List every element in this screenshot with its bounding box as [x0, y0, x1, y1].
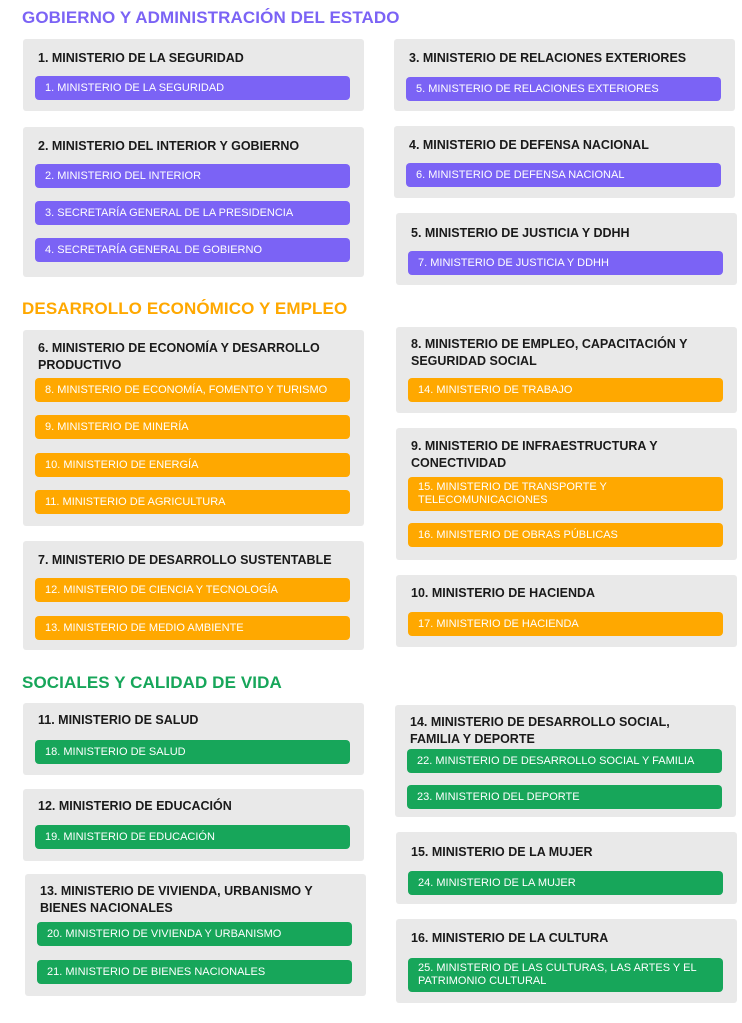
ministry-card-title: 8. MINISTERIO DE EMPLEO, CAPACITACIÓN Y SEGURIDAD SOCIAL [411, 337, 688, 368]
ministry-card-16 [396, 919, 737, 1003]
section-title-sociales: SOCIALES Y CALIDAD DE VIDA [22, 673, 282, 692]
ministry-item: 22. MINISTERIO DE DESARROLLO SOCIAL Y FAMILIA [407, 749, 722, 773]
ministry-item: 17. MINISTERIO DE HACIENDA [408, 612, 723, 636]
ministry-item: 2. MINISTERIO DEL INTERIOR [35, 164, 350, 188]
ministry-item: 15. MINISTERIO DE TRANSPORTE Y TELECOMUNICACIONES [408, 477, 723, 511]
ministry-card-title: 9. MINISTERIO DE INFRAESTRUCTURA Y CONECTIVIDAD [411, 439, 658, 470]
section-title-desarrollo: DESARROLLO ECONÓMICO Y EMPLEO [22, 299, 348, 318]
ministry-item: 21. MINISTERIO DE BIENES NACIONALES [37, 960, 352, 984]
ministry-card-6 [23, 330, 364, 526]
ministry-card-15 [396, 832, 737, 904]
ministry-item: 1. MINISTERIO DE LA SEGURIDAD [35, 76, 350, 100]
ministry-card-title: 5. MINISTERIO DE JUSTICIA Y DDHH [411, 226, 630, 240]
ministry-card-title: 10. MINISTERIO DE HACIENDA [411, 586, 596, 600]
ministry-item: 5. MINISTERIO DE RELACIONES EXTERIORES [406, 77, 721, 101]
ministry-card-2 [23, 127, 364, 277]
ministry-item: 4. SECRETARÍA GENERAL DE GOBIERNO [35, 238, 350, 262]
ministry-item: 9. MINISTERIO DE MINERÍA [35, 415, 350, 439]
ministry-card-title: 11. MINISTERIO DE SALUD [38, 713, 199, 727]
ministry-card-title: 6. MINISTERIO DE ECONOMÍA Y DESARROLLO PRODUCTIVO [38, 341, 320, 372]
ministry-item: 16. MINISTERIO DE OBRAS PÚBLICAS [408, 523, 723, 547]
ministry-card-title: 13. MINISTERIO DE VIVIENDA, URBANISMO Y BIENES NACIONALES [40, 884, 313, 915]
ministry-card-title: 15. MINISTERIO DE LA MUJER [411, 845, 593, 859]
ministry-card-title: 14. MINISTERIO DE DESARROLLO SOCIAL, FAMILIA Y DEPORTE [410, 715, 670, 746]
ministry-item: 10. MINISTERIO DE ENERGÍA [35, 453, 350, 477]
ministry-item: 23. MINISTERIO DEL DEPORTE [407, 785, 722, 809]
section-title-gobierno: GOBIERNO Y ADMINISTRACIÓN DEL ESTADO [22, 8, 400, 27]
ministry-card-title: 1. MINISTERIO DE LA SEGURIDAD [38, 51, 244, 65]
ministry-item: 12. MINISTERIO DE CIENCIA Y TECNOLOGÍA [35, 578, 350, 602]
ministry-item: 25. MINISTERIO DE LAS CULTURAS, LAS ARTES Y EL PATRIMONIO CULTURAL [408, 958, 723, 992]
ministry-card-4 [394, 126, 735, 198]
ministry-card-1 [23, 39, 364, 111]
ministry-item: 3. SECRETARÍA GENERAL DE LA PRESIDENCIA [35, 201, 350, 225]
ministry-item: 8. MINISTERIO DE ECONOMÍA, FOMENTO Y TURISMO [35, 378, 350, 402]
ministry-card-10 [396, 575, 737, 647]
ministry-card-9 [396, 428, 737, 560]
ministry-card-title: 4. MINISTERIO DE DEFENSA NACIONAL [409, 138, 649, 152]
ministry-card-title: 7. MINISTERIO DE DESARROLLO SUSTENTABLE [38, 553, 332, 567]
ministry-item: 11. MINISTERIO DE AGRICULTURA [35, 490, 350, 514]
ministry-item: 24. MINISTERIO DE LA MUJER [408, 871, 723, 895]
ministry-card-title: 12. MINISTERIO DE EDUCACIÓN [38, 799, 232, 813]
ministry-card-title: 3. MINISTERIO DE RELACIONES EXTERIORES [409, 51, 687, 65]
ministry-card-7 [23, 541, 364, 650]
ministry-card-14 [395, 705, 736, 817]
ministry-item: 6. MINISTERIO DE DEFENSA NACIONAL [406, 163, 721, 187]
ministry-item: 14. MINISTERIO DE TRABAJO [408, 378, 723, 402]
ministry-card-13 [25, 874, 366, 996]
ministry-card-title: 2. MINISTERIO DEL INTERIOR Y GOBIERNO [38, 139, 300, 153]
ministry-card-11 [23, 703, 364, 775]
ministry-item: 7. MINISTERIO DE JUSTICIA Y DDHH [408, 251, 723, 275]
ministry-item: 18. MINISTERIO DE SALUD [35, 740, 350, 764]
ministry-card-title: 16. MINISTERIO DE LA CULTURA [411, 931, 609, 945]
ministry-item: 19. MINISTERIO DE EDUCACIÓN [35, 825, 350, 849]
ministry-item: 20. MINISTERIO DE VIVIENDA Y URBANISMO [37, 922, 352, 946]
ministry-card-3 [394, 39, 735, 111]
ministry-card-5 [396, 213, 737, 285]
ministry-card-12 [23, 789, 364, 861]
ministry-item: 13. MINISTERIO DE MEDIO AMBIENTE [35, 616, 350, 640]
ministry-card-8 [396, 327, 737, 413]
